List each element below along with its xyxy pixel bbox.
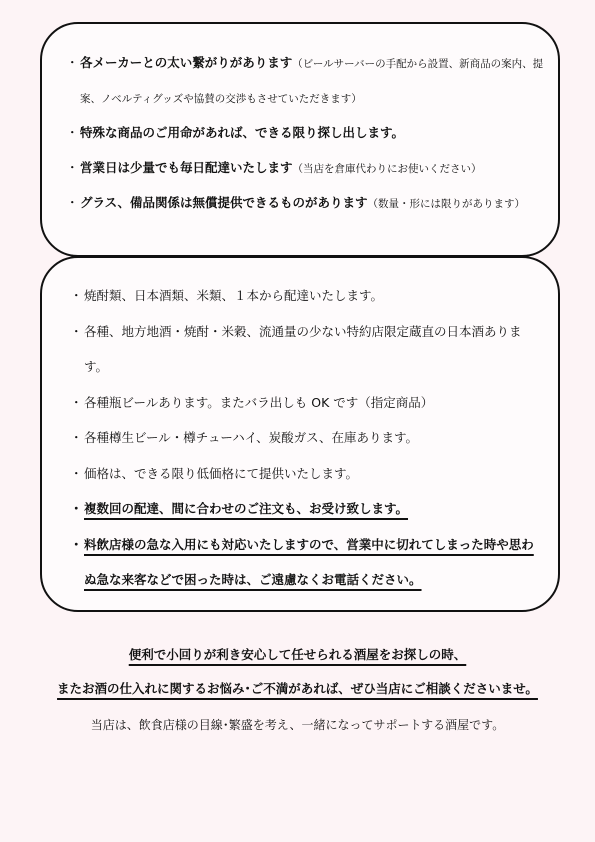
item-heading: 営業日は少量でも毎日配達いたします	[80, 160, 293, 175]
item-note: （当店を倉庫代わりにお使いください）	[292, 163, 482, 175]
list-item	[66, 186, 544, 221]
closing-line-text: 便利で小回りが利き安心して任せられる酒屋をお探しの時、	[128, 647, 467, 662]
item-note: （ビールサーバーの手配から設置、新商品の案内、提案、ノベルティグッズや協賛の交渉もさせていただきます）	[80, 58, 544, 105]
bullet: ・	[66, 195, 79, 210]
item-note: （数量・形には限りがあります）	[367, 198, 526, 210]
item-heading: 各メーカーとの太い繋がりがあります	[80, 55, 293, 70]
list-item	[70, 456, 540, 492]
item-heading: グラス、備品関係は無償提供できるものがあります	[80, 195, 368, 210]
item-text: 焼酎類、日本酒類、米類、１本から配達いたします。	[84, 288, 384, 303]
list-item	[66, 151, 544, 186]
bullet: ・	[70, 288, 83, 303]
list-item	[70, 314, 540, 385]
bullet: ・	[70, 323, 83, 339]
bullet: ・	[66, 125, 79, 140]
list-item	[70, 385, 540, 421]
bullet: ・	[70, 536, 83, 552]
closing-line	[0, 638, 595, 672]
item-text: 価格は、できる限り低価格にて提供いたします。	[84, 465, 359, 481]
item-heading: 特殊な商品のご用命があれば、できる限り探し出します。	[80, 125, 405, 140]
list-item	[66, 46, 544, 116]
bullet: ・	[70, 430, 83, 445]
list-item	[70, 420, 540, 456]
list-item	[70, 278, 540, 314]
list-item	[66, 116, 544, 151]
list-item	[70, 491, 540, 527]
bullet: ・	[70, 501, 83, 516]
item-text-emphasis: 料飲店様の急な入用にも対応いたしますので、営業中に切れてしまった時や思わぬ急な来客などで困った時は、ご遠慮なくお電話ください。	[84, 536, 534, 587]
item-text: 各種樽生ビール・樽チューハイ、炭酸ガス、在庫あります。	[84, 430, 419, 445]
list-item	[70, 527, 540, 598]
tagline: 当店は、飲食店様の目線･繁盛を考え、一緒になってサポートする酒屋です。	[90, 718, 505, 732]
bullet: ・	[70, 465, 83, 481]
closing-line-text: またお酒の仕入れに関するお悩み･ご不満があれば、ぜひ当店にご相談くださいませ。	[57, 681, 538, 696]
item-text-emphasis: 複数回の配達、間に合わせのご注文も、お受け致します。	[84, 501, 409, 516]
closing-message	[0, 638, 595, 742]
bullet: ・	[66, 160, 79, 175]
products-box	[40, 256, 560, 612]
bullet: ・	[66, 55, 79, 70]
closing-line	[0, 672, 595, 706]
item-text: 各種、地方地酒・焼酎・米穀、流通量の少ない特約店限定蔵直の日本酒あります。	[84, 323, 522, 374]
item-text: 各種瓶ビールあります。またバラ出しも OK です（指定商品）	[84, 394, 434, 410]
services-box	[40, 22, 560, 257]
bullet: ・	[70, 394, 83, 410]
